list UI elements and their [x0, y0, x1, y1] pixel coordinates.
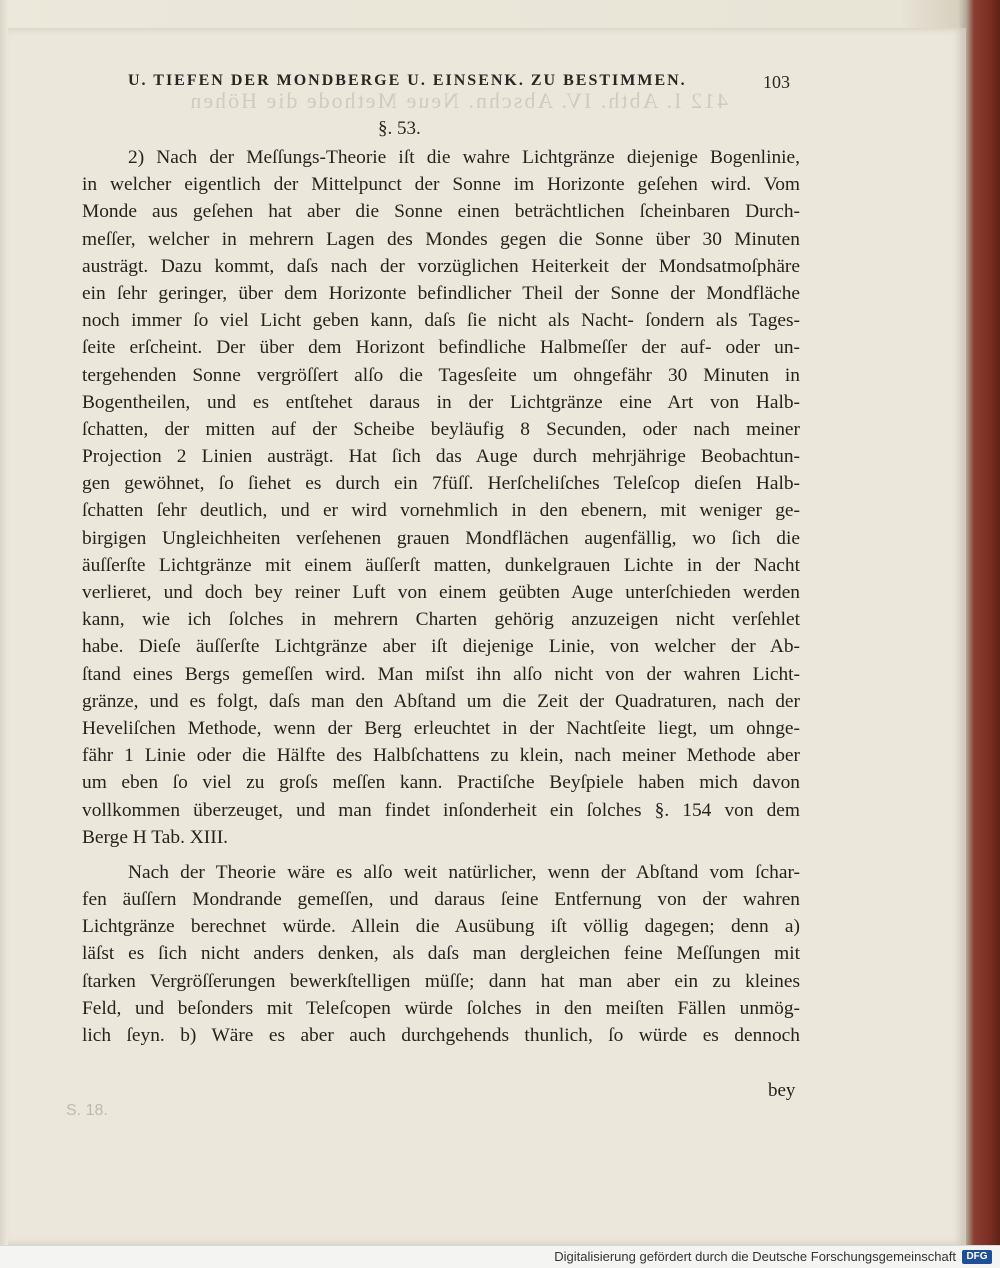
text-line: tergehenden Sonne vergröſſert alſo die Tagesſeite um ohngefähr 30 Minuten in — [82, 364, 800, 386]
text-line: Monde aus geſehen hat aber die Sonne einen beträchtlichen ſcheinbaren Durch- — [82, 201, 800, 223]
catchword: bey — [768, 1080, 796, 1101]
running-head: U. TIEFEN DER MONDBERGE U. EINSENK. ZU BESTIMMEN. — [128, 72, 687, 89]
text-line: Lichtgränze berechnet würde. Allein die Ausübung iſt völlig dagegen; denn a) — [82, 916, 800, 938]
text-line: ſeite erſcheint. Der über dem Horizont befindliche Halbmeſſer der auf- oder un- — [82, 337, 800, 359]
pencil-annotation: S. 18. — [66, 1102, 108, 1119]
text-line: ſtarken Vergröſſerungen bewerkſtelligen müſſe; dann hat man aber ein zu kleines — [82, 970, 800, 992]
footer-bar — [0, 1245, 1000, 1268]
text-line: fen äuſſern Mondrande gemeſſen, und daraus ſeine Entfernung von der wahren — [82, 889, 800, 911]
text-line: fähr 1 Linie oder die Hälfte des Halbſchattens zu klein, nach meiner Methode aber — [82, 745, 800, 767]
text-line: verlieret, und doch bey reiner Luft von einem geübten Auge unterſchieden werden — [82, 582, 800, 603]
text-line: meſſer, welcher in mehrern Lagen des Mondes gegen die Sonne über 30 Minuten — [82, 228, 800, 250]
bleed-through-text: 412 I. Abth. IV. Abschn. Neue Methode die Höhen — [188, 88, 728, 113]
text-line: gen gewöhnet, ſo ſiehet es durch ein 7füſſ. Herſcheliſches Teleſcop dieſen Halb- — [82, 473, 800, 495]
text-line: habe. Dieſe äuſſerſte Lichtgränze aber iſt diejenige Linie, von welcher der Ab- — [82, 636, 800, 658]
dfg-logo-icon: DFG — [962, 1250, 992, 1264]
text-line: gränze, und es folgt, daſs man den Abſtand um die Zeit der Quadraturen, nach der — [82, 690, 800, 712]
text-line: ſchatten ſehr deutlich, und er wird vornehmlich in den ebenern, mit weniger ge- — [82, 500, 800, 522]
section-heading: §. 53. — [378, 118, 421, 139]
text-line: ſtand eines Bergs gemeſſen wird. Man miſst ihn alſo nicht von der wahren Licht- — [82, 663, 800, 685]
text-line: noch immer ſo viel Licht geben kann, daſs ſie nicht als Nacht- ſondern als Tages- — [82, 310, 800, 332]
text-line: birgigen Ungleichheiten verſehenen grauen Mondflächen augenfällig, wo ſich die — [82, 527, 800, 549]
text-line: Projection 2 Linien austrägt. Hat ſich das Auge durch mehrjährige Beobachtun- — [82, 446, 800, 468]
text-line: in welcher eigentlich der Mittelpunct der Sonne im Horizonte geſehen wird. Vom — [82, 174, 800, 196]
text-line: Heveliſchen Methode, wenn der Berg erleuchtet in der Nachtſeite liegt, um ohnge- — [82, 717, 800, 739]
text-line: ſchatten, der mitten auf der Scheibe beyläufig 8 Secunden, oder nach meiner — [82, 418, 800, 440]
text-line: ein ſehr geringer, über dem Horizonte befindlicher Theil der Sonne der Mondfläche — [82, 282, 800, 304]
footer-credit: Digitalisierung gefördert durch die Deutsche Forschungsgemeinschaft — [554, 1249, 956, 1264]
text-line: äuſſerſte Lichtgränze mit einem äuſſerſt matten, dunkelgrauen Lichte in der Nacht — [82, 554, 800, 576]
text-line: Feld, und beſonders mit Teleſcopen würde ſolches in den meiſten Fällen unmög- — [82, 997, 800, 1019]
text-line: um eben ſo viel zu groſs meſſen kann. Practiſche Beyſpiele haben mich davon — [82, 772, 800, 794]
text-line: kann, wie ich ſolches in mehrern Charten gehörig anzuzeigen nicht verſehlet — [82, 609, 800, 631]
body-text — [82, 144, 800, 1049]
text-line: vollkommen überzeuget, und man findet inſonderheit ein ſolches §. 154 von dem — [82, 799, 800, 821]
text-line: austrägt. Dazu kommt, daſs nach der vorzüglichen Heiterkeit der Mondsatmoſphäre — [82, 255, 800, 277]
text-line: 2) Nach der Meſſungs-Theorie iſt die wahre Lichtgränze diejenige Bogenlinie, — [128, 147, 800, 168]
page-number: 103 — [763, 72, 790, 92]
text-line: Berge H Tab. XIII. — [82, 826, 229, 848]
text-line: Nach der Theorie wäre es alſo weit natürlicher, wenn der Abſtand vom ſchar- — [128, 861, 800, 883]
text-line: läſst es ſich nicht anders denken, als daſs man dergleichen feine Meſſungen mit — [82, 943, 800, 965]
text-line: Bogentheilen, und es entſtehet daraus in der Lichtgränze eine Art von Halb- — [82, 391, 800, 413]
book-page — [8, 28, 966, 1245]
text-line: lich ſeyn. b) Wäre es aber auch durchgehends thunlich, ſo würde es dennoch — [82, 1025, 800, 1046]
